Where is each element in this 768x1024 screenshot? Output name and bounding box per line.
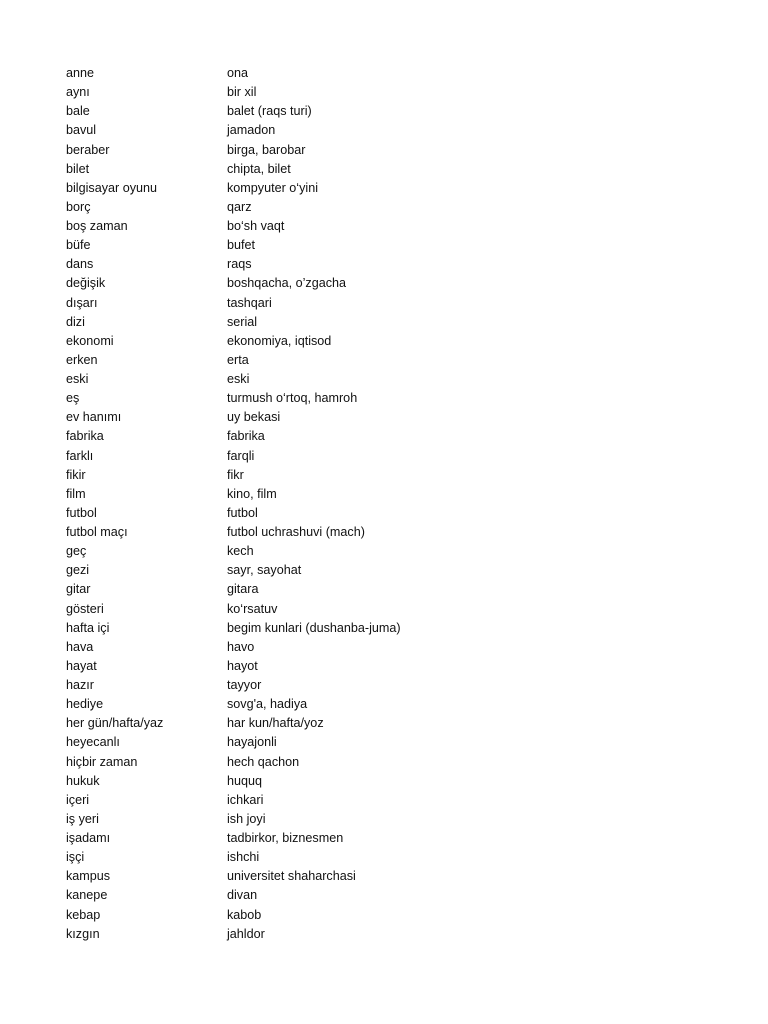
turkish-word: kanepe (66, 888, 108, 903)
vocabulary-row (66, 925, 726, 944)
vocabulary-row (66, 504, 726, 523)
vocabulary-row (66, 141, 726, 160)
turkish-word: erken (66, 352, 98, 367)
turkish-word: boş zaman (66, 219, 128, 233)
turkish-word: aynı (66, 85, 90, 100)
turkish-word: işadamı (66, 831, 111, 845)
uzbek-translation: jahldor (227, 926, 265, 941)
vocabulary-row (66, 370, 726, 389)
uzbek-translation: serial (227, 314, 258, 329)
vocabulary-row (66, 542, 726, 561)
uzbek-translation: uy bekasi (227, 410, 281, 425)
uzbek-translation: sayr, sayohat (227, 563, 302, 578)
turkish-word: her gün/hafta/yaz (66, 716, 164, 731)
vocabulary-row (66, 255, 726, 274)
turkish-word: fabrika (66, 429, 104, 444)
uzbek-translation: tadbirkor, biznesmen (227, 831, 344, 845)
turkish-word: dışarı (66, 295, 98, 310)
vocabulary-row (66, 274, 726, 293)
vocabulary-row (66, 466, 726, 485)
uzbek-translation: farqli (227, 448, 255, 463)
uzbek-translation: kompyuter o‘yini (227, 180, 318, 195)
vocabulary-row (66, 121, 726, 140)
uzbek-translation: tayyor (227, 678, 262, 692)
vocabulary-row (66, 600, 726, 619)
turkish-word: işçi (66, 850, 85, 865)
vocabulary-row (66, 695, 726, 714)
turkish-word: dans (66, 257, 94, 272)
uzbek-translation: sovg'a, hadiya (227, 697, 308, 712)
uzbek-translation: eski (227, 372, 250, 386)
uzbek-translation: futbol uchrashuvi (mach) (227, 525, 365, 539)
uzbek-translation: boshqacha, o’zgacha (227, 276, 347, 291)
vocabulary-row (66, 657, 726, 676)
uzbek-translation: ichkari (227, 792, 264, 807)
uzbek-translation: ishchi (227, 850, 260, 865)
uzbek-translation: begim kunlari (dushanba-juma) (227, 620, 401, 635)
vocabulary-list (66, 64, 726, 944)
turkish-word: hafta içi (66, 620, 110, 635)
turkish-word: gezi (66, 563, 90, 578)
turkish-word: futbol maçı (66, 525, 128, 539)
turkish-word: büfe (66, 238, 91, 253)
uzbek-translation: futbol (227, 505, 258, 520)
turkish-word: ev hanımı (66, 410, 122, 425)
vocabulary-row (66, 102, 726, 121)
turkish-word: hava (66, 639, 94, 654)
uzbek-translation: ona (227, 66, 249, 80)
turkish-word: kampus (66, 869, 111, 884)
uzbek-translation: ekonomiya, iqtisod (227, 333, 332, 348)
vocabulary-row (66, 580, 726, 599)
vocabulary-row (66, 389, 726, 408)
uzbek-translation: bir xil (227, 85, 257, 100)
uzbek-translation: chipta, bilet (227, 161, 291, 176)
uzbek-translation: huquq (227, 773, 263, 788)
turkish-word: bavul (66, 123, 97, 138)
uzbek-translation: gitara (227, 582, 259, 597)
uzbek-translation: har kun/hafta/yoz (227, 716, 324, 731)
uzbek-translation: tashqari (227, 295, 272, 310)
turkish-word: farklı (66, 448, 94, 463)
uzbek-translation: bo‘sh vaqt (227, 219, 285, 233)
turkish-word: beraber (66, 142, 110, 157)
vocabulary-row (66, 772, 726, 791)
turkish-word: eski (66, 372, 89, 386)
turkish-word: bale (66, 104, 90, 119)
vocabulary-row (66, 906, 726, 925)
turkish-word: futbol (66, 505, 97, 520)
uzbek-translation: hayot (227, 658, 258, 673)
uzbek-translation: qarz (227, 199, 252, 214)
vocabulary-row (66, 198, 726, 217)
uzbek-translation: fikr (227, 467, 244, 482)
uzbek-translation: kech (227, 544, 254, 559)
uzbek-translation: ish joyi (227, 811, 266, 826)
turkish-word: hediye (66, 697, 104, 712)
vocabulary-row (66, 294, 726, 313)
vocabulary-row (66, 83, 726, 102)
uzbek-translation: kino, film (227, 486, 277, 501)
turkish-word: hukuk (66, 773, 100, 788)
vocabulary-row (66, 848, 726, 867)
vocabulary-row (66, 217, 726, 236)
turkish-word: bilet (66, 161, 90, 176)
vocabulary-row (66, 676, 726, 695)
turkish-word: borç (66, 199, 91, 214)
vocabulary-row (66, 313, 726, 332)
uzbek-translation: kabob (227, 907, 262, 922)
vocabulary-row (66, 408, 726, 427)
vocabulary-row (66, 829, 726, 848)
turkish-word: hayat (66, 658, 97, 673)
vocabulary-row (66, 64, 726, 83)
uzbek-translation: birga, barobar (227, 142, 306, 157)
uzbek-translation: bufet (227, 238, 256, 253)
vocabulary-row (66, 236, 726, 255)
vocabulary-row (66, 714, 726, 733)
turkish-word: heyecanlı (66, 735, 120, 750)
vocabulary-row (66, 867, 726, 886)
turkish-word: hazır (66, 678, 94, 692)
turkish-word: eş (66, 391, 80, 406)
uzbek-translation: raqs (227, 257, 252, 272)
turkish-word: içeri (66, 792, 90, 807)
turkish-word: bilgisayar oyunu (66, 180, 158, 195)
uzbek-translation: fabrika (227, 429, 265, 444)
uzbek-translation: universitet shaharchasi (227, 869, 356, 884)
uzbek-translation: turmush o‘rtoq, hamroh (227, 391, 358, 406)
vocabulary-row (66, 638, 726, 657)
uzbek-translation: havo (227, 639, 255, 654)
uzbek-translation: divan (227, 888, 258, 903)
uzbek-translation: ko‘rsatuv (227, 601, 278, 616)
turkish-word: gösteri (66, 601, 104, 616)
vocabulary-row (66, 523, 726, 542)
vocabulary-row (66, 427, 726, 446)
vocabulary-row (66, 179, 726, 198)
vocabulary-row (66, 791, 726, 810)
vocabulary-row (66, 810, 726, 829)
uzbek-translation: balet (raqs turi) (227, 104, 312, 119)
turkish-word: geç (66, 544, 87, 559)
vocabulary-row (66, 886, 726, 905)
vocabulary-row (66, 561, 726, 580)
turkish-word: hiçbir zaman (66, 754, 138, 769)
turkish-word: kebap (66, 907, 101, 922)
vocabulary-row (66, 447, 726, 466)
vocabulary-row (66, 733, 726, 752)
vocabulary-row (66, 160, 726, 179)
turkish-word: iş yeri (66, 811, 99, 826)
vocabulary-row (66, 351, 726, 370)
vocabulary-row (66, 753, 726, 772)
uzbek-translation: hech qachon (227, 754, 300, 769)
turkish-word: film (66, 486, 86, 501)
turkish-word: gitar (66, 582, 91, 597)
uzbek-translation: hayajonli (227, 735, 277, 750)
vocabulary-row (66, 619, 726, 638)
vocabulary-row (66, 485, 726, 504)
vocabulary-row (66, 332, 726, 351)
turkish-word: dizi (66, 314, 85, 329)
turkish-word: fikir (66, 467, 86, 482)
turkish-word: kızgın (66, 926, 100, 941)
uzbek-translation: erta (227, 352, 249, 367)
uzbek-translation: jamadon (227, 123, 276, 138)
turkish-word: değişik (66, 276, 106, 291)
turkish-word: ekonomi (66, 333, 114, 348)
turkish-word: anne (66, 66, 95, 80)
